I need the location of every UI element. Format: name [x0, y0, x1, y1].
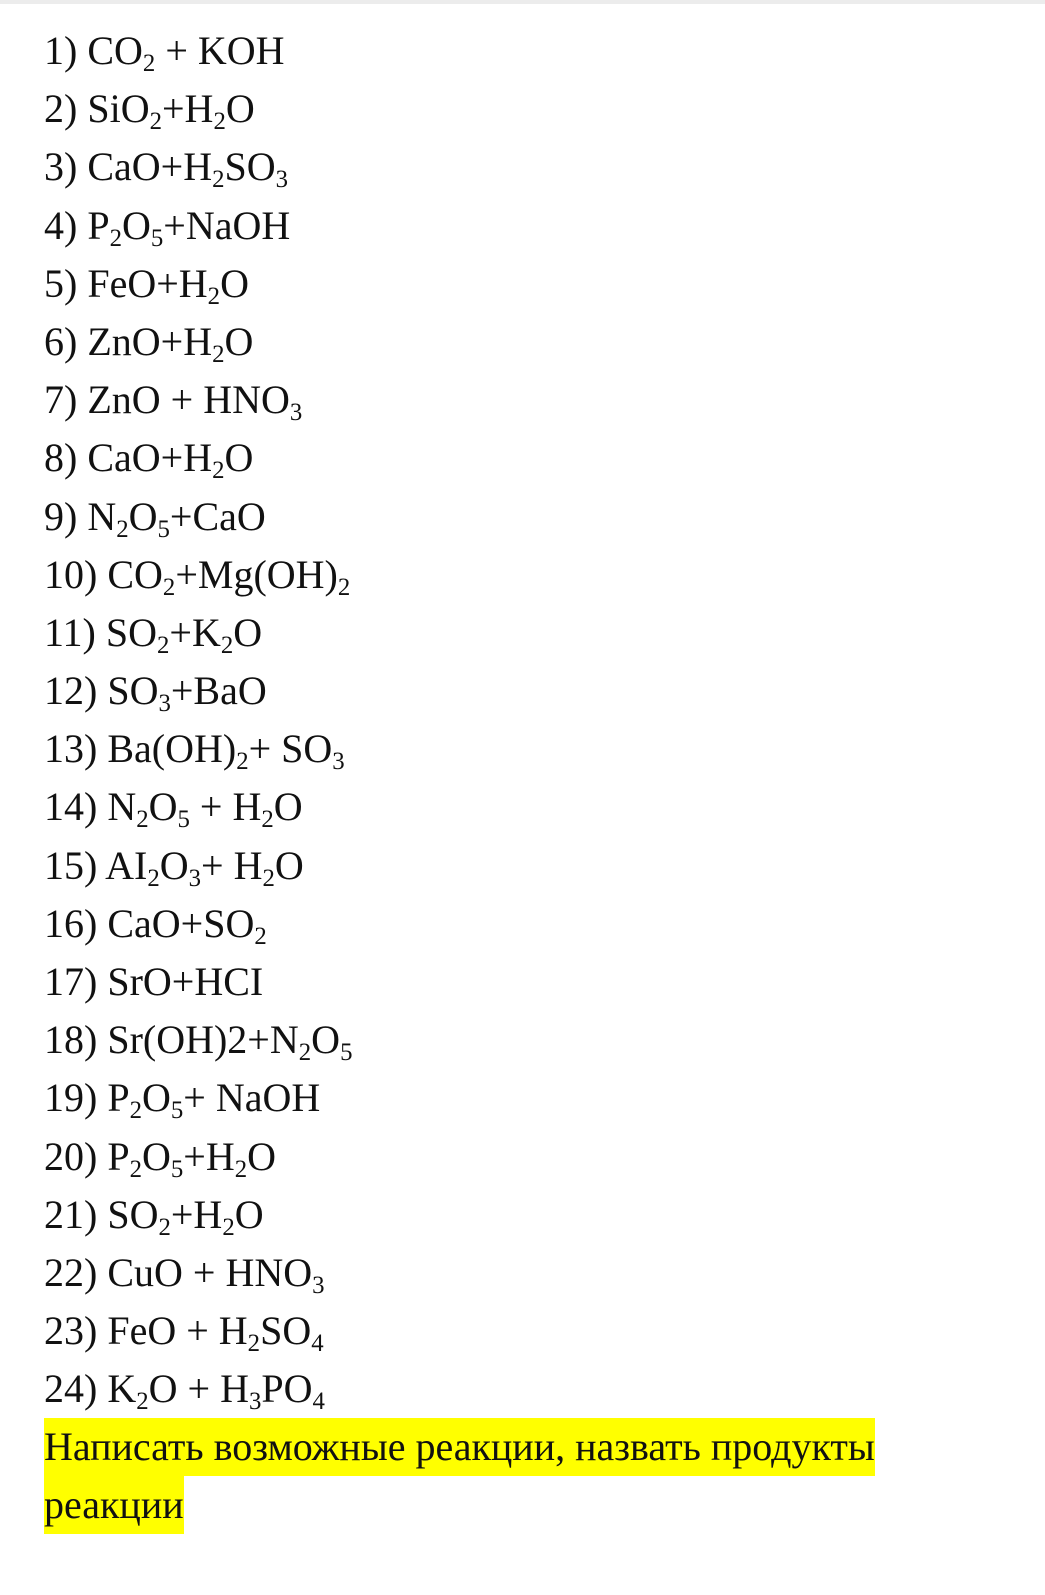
reaction-formula: FeO + $H_2SO_4$	[107, 1308, 324, 1358]
reaction-item	[44, 895, 352, 953]
reaction-item	[44, 429, 352, 487]
reaction-item	[44, 1186, 352, 1244]
reaction-number: 7)	[44, 377, 78, 423]
reaction-number: 22)	[44, 1249, 98, 1295]
reaction-number: 21)	[44, 1191, 98, 1237]
reaction-item	[44, 80, 352, 138]
reaction-item	[44, 22, 352, 80]
reaction-formula: $P_2O_5+NaOH$	[87, 202, 291, 252]
reaction-item	[44, 1128, 352, 1186]
reaction-number: 9)	[44, 493, 78, 539]
reaction-number: 16)	[44, 900, 98, 946]
reaction-item	[44, 197, 352, 255]
reaction-formula: $N_2O_5 + H_2O$	[107, 784, 303, 834]
reaction-number: 11)	[44, 609, 96, 655]
reaction-number: 24)	[44, 1366, 98, 1412]
reaction-item	[44, 1360, 352, 1418]
reaction-number: 5)	[44, 260, 78, 306]
reaction-formula: CuO + $HNO_3$	[107, 1249, 325, 1299]
reaction-item	[44, 138, 352, 196]
reaction-number: 18)	[44, 1017, 98, 1063]
reaction-number: 15)	[44, 842, 98, 888]
reaction-item	[44, 313, 352, 371]
reaction-item	[44, 488, 352, 546]
reaction-number: 12)	[44, 668, 98, 714]
reaction-item	[44, 720, 352, 778]
reaction-item	[44, 837, 352, 895]
reaction-formula: $SO_2+K_2O$	[105, 609, 263, 659]
reaction-formula: $AI_2O_3+ H_2O$	[105, 842, 304, 892]
reaction-item	[44, 1011, 352, 1069]
reaction-number: 2)	[44, 86, 78, 132]
reaction-number: 19)	[44, 1075, 98, 1121]
reaction-number: 17)	[44, 959, 98, 1004]
reaction-formula: $CaO+H_2SO_3$	[87, 144, 289, 194]
reaction-item	[44, 546, 352, 604]
reaction-number: 14)	[44, 784, 98, 830]
reaction-number: 4)	[44, 202, 78, 248]
reaction-formula: $CO_2$ + KOH	[87, 28, 285, 77]
reaction-formula: $K_2O + H_3PO_4$	[107, 1366, 325, 1416]
reaction-number: 23)	[44, 1308, 98, 1354]
reaction-formula: $SO_3+BaO$	[107, 668, 267, 717]
reaction-formula: $CaO+SO_2$	[107, 900, 267, 950]
reaction-item	[44, 778, 352, 836]
reaction-item	[44, 371, 352, 429]
reaction-item	[44, 1244, 352, 1302]
reaction-formula: $Ba(OH)_2+ SO_3$	[107, 726, 345, 776]
task-instruction	[44, 1418, 1004, 1534]
reaction-number: 13)	[44, 726, 98, 772]
task-instruction-line-1: Написать возможные реакции, назвать продукты	[44, 1418, 875, 1476]
reaction-formula: $P_2O_5+H_2O$	[107, 1133, 277, 1183]
reaction-formula: ZnO + $HNO_3$	[87, 377, 303, 427]
reaction-number: 10)	[44, 551, 98, 597]
reaction-formula: $FeO+H_2O$	[87, 260, 249, 310]
task-instruction-line-2: реакции	[44, 1476, 184, 1534]
reaction-formula: $Sr(OH)2+N_2O_5$	[107, 1017, 353, 1067]
reaction-number: 3)	[44, 144, 78, 190]
reaction-number: 6)	[44, 318, 78, 364]
reaction-number: 8)	[44, 435, 78, 481]
reaction-item	[44, 255, 352, 313]
reaction-formula: $SO_2+H_2O$	[107, 1191, 264, 1241]
reaction-item	[44, 1069, 352, 1127]
reaction-number: 20)	[44, 1133, 98, 1179]
reaction-formula: $CO_2+Mg(OH)_2$	[107, 551, 351, 601]
top-border	[0, 0, 1045, 4]
reaction-item	[44, 662, 352, 720]
reaction-item	[44, 1302, 352, 1360]
reaction-list	[44, 22, 352, 1419]
reaction-formula: $N_2O_5+CaO$	[87, 493, 266, 543]
reaction-number: 1)	[44, 28, 78, 73]
reaction-formula: SrO+HCI	[107, 959, 264, 1004]
reaction-item	[44, 953, 352, 1011]
reaction-formula: $CaO+H_2O$	[87, 435, 254, 485]
reaction-formula: $P_2O_5+$ NaOH	[107, 1075, 321, 1125]
reaction-item	[44, 604, 352, 662]
reaction-formula: $ZnO+H_2O$	[87, 318, 254, 368]
reaction-formula: $SiO_2+H_2O$	[87, 86, 255, 136]
